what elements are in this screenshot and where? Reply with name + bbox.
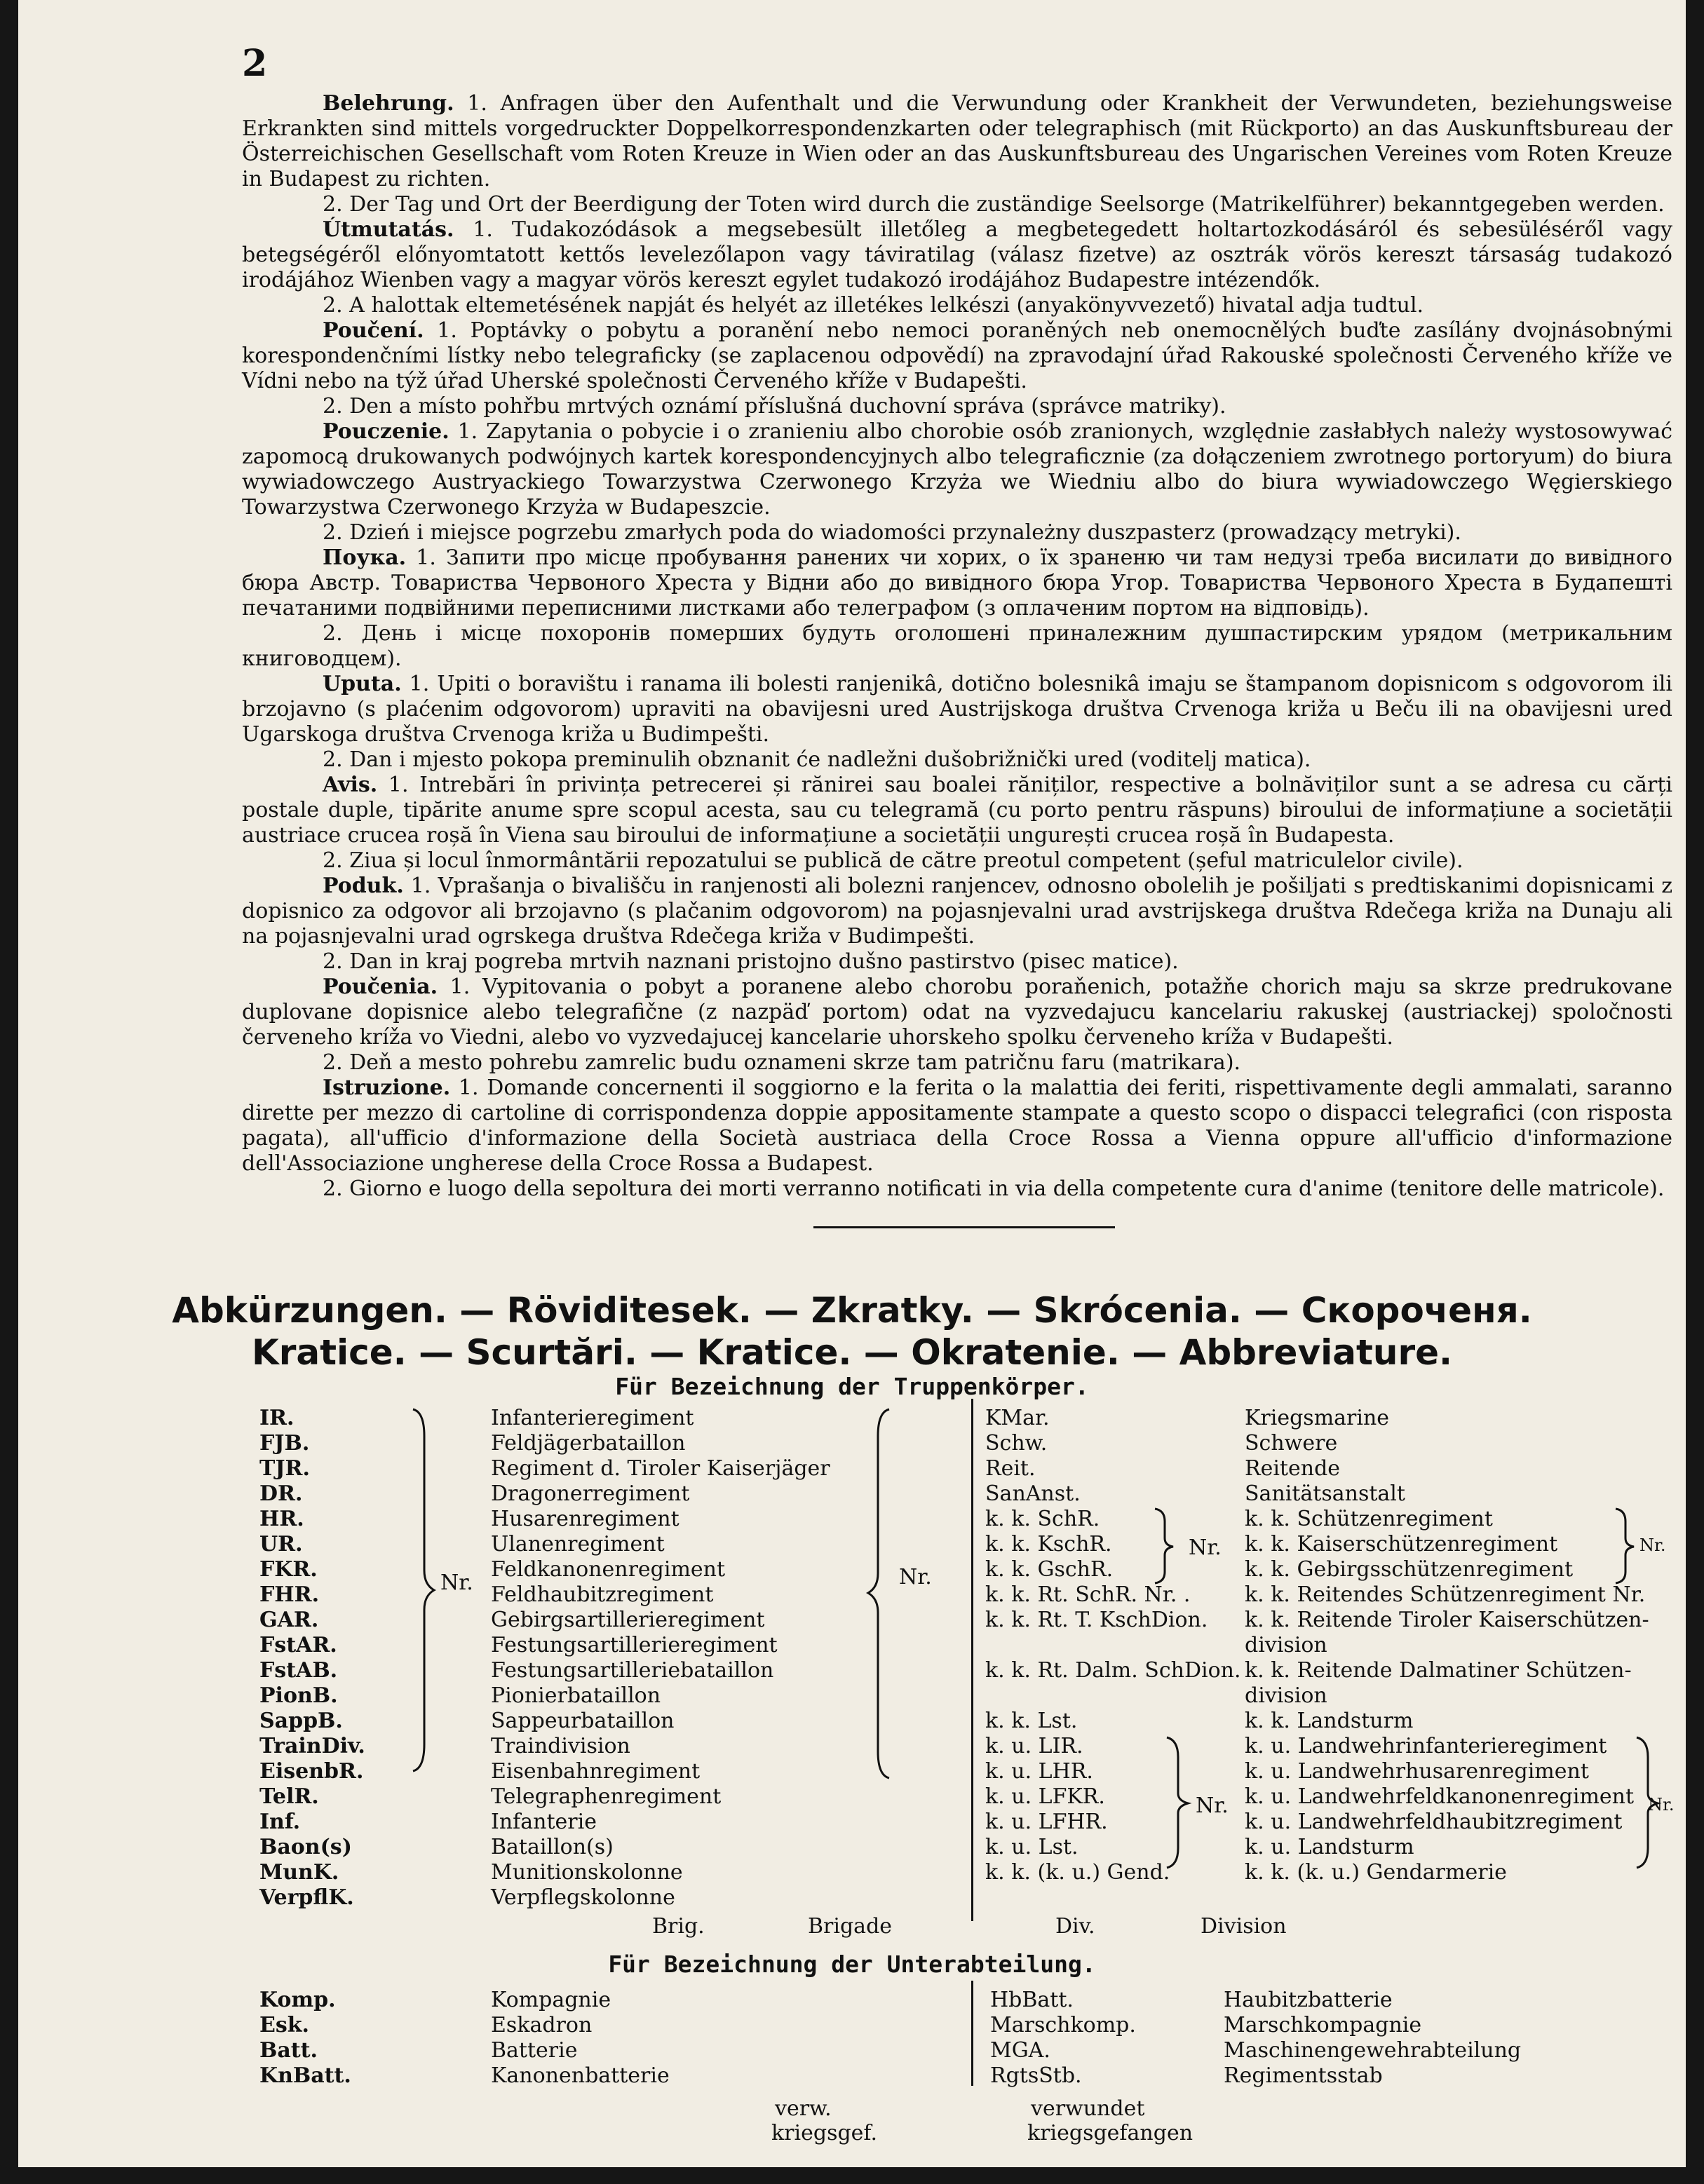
instruction-text: 1. Tudakozódások a megsebesült illetőleg a megbetegedett holtartozkodásáról és sebesüléséről vagy betegségéről előnyomtatott kettős levelezőlapon vagy táviratilag (válasz fizetve) az osztrák vörös kereszt társaság tudakozó irodájához Wienben vagy a magyar vörös kereszt egylet tudakozó irodájához Budapestre intézendők. bbox=[242, 217, 1672, 292]
landwehr-brace bbox=[1164, 1736, 1192, 1869]
abbreviation: HbBatt. bbox=[990, 1988, 1074, 2012]
abbreviation-meaning: k. u. Landwehrinfanterieregiment bbox=[1245, 1734, 1607, 1758]
abbreviation-meaning: Regiment d. Tiroler Kaiserjäger bbox=[491, 1456, 830, 1481]
abbreviation: FstAR. bbox=[259, 1633, 337, 1657]
nr-label-middle: Nr. bbox=[899, 1565, 932, 1589]
abbreviation: SanAnst. bbox=[985, 1481, 1081, 1506]
abbreviation-meaning: Verpflegskolonne bbox=[491, 1885, 675, 1910]
abbreviation-meaning: Festungsartilleriebataillon bbox=[491, 1658, 774, 1683]
nr-label-schuetzen: Nr. bbox=[1189, 1535, 1222, 1560]
column-divider bbox=[971, 1399, 973, 1921]
instruction-text: 2. День і місце похоронів померших будуть оголошені приналежним душпастирским урядом (метрикальним книговодцем). bbox=[242, 621, 1672, 671]
abbreviation-meaning: Telegraphenregiment bbox=[491, 1784, 722, 1809]
subunit-left-abbreviations bbox=[259, 1988, 351, 2089]
abbreviation-meaning: k. k. Kaiserschützenregiment bbox=[1245, 1532, 1558, 1556]
verw-full: verwundet bbox=[1031, 2096, 1145, 2121]
abbreviation: MGA. bbox=[990, 2038, 1050, 2063]
instruction-paragraph bbox=[242, 621, 1672, 672]
instruction-text: 1. Запити про місце пробування ранених чи хорих, о їх зраненю чи там недузі треба висилати до вивідного бюра Австр. Товариства Червоного Хреста у Відни або до вивідного бюра Угор. Товариства Червоного Хреста в Будапешті печатаними подвійними переписними листками або телеграфом (з оплаченим портом на відповідь). bbox=[242, 545, 1672, 620]
kgef-abbr: kriegsgef. bbox=[771, 2121, 877, 2145]
abbreviation: k. u. LHR. bbox=[985, 1759, 1093, 1784]
abbreviation: k. k. GschR. bbox=[985, 1557, 1114, 1582]
instruction-paragraph bbox=[242, 1176, 1672, 1202]
abbreviation: HR. bbox=[259, 1507, 304, 1531]
nr-label-schuetzen-right: Nr. bbox=[1639, 1535, 1666, 1555]
abbreviation: EisenbR. bbox=[259, 1759, 364, 1784]
abbreviation-meaning: Sanitätsanstalt bbox=[1245, 1481, 1405, 1506]
abbreviation: KMar. bbox=[985, 1406, 1050, 1430]
abbreviation-meaning: k. u. Landwehrhusarenregiment bbox=[1245, 1759, 1589, 1784]
troops-subheading: Für Bezeichnung der Truppenkörper. bbox=[615, 1373, 1089, 1400]
abbreviation-meaning: division bbox=[1245, 1683, 1327, 1708]
abbreviation-meaning: Kompagnie bbox=[491, 1988, 611, 2012]
brig-full: Brigade bbox=[808, 1914, 893, 1939]
instruction-paragraph bbox=[242, 192, 1672, 217]
instruction-lead: Poučenia. bbox=[323, 975, 438, 999]
abbreviation-meaning: Eisenbahnregiment bbox=[491, 1759, 701, 1784]
subunit-divider bbox=[971, 1981, 973, 2086]
abbreviation-meaning: Gebirgsartillerieregiment bbox=[491, 1608, 765, 1632]
instruction-paragraph bbox=[242, 520, 1672, 545]
instruction-paragraph bbox=[242, 91, 1672, 192]
abbreviation-meaning: Dragonerregiment bbox=[491, 1481, 690, 1506]
abbreviation-meaning: Kriegsmarine bbox=[1245, 1406, 1390, 1430]
abbreviation: Esk. bbox=[259, 2013, 309, 2037]
abbreviation: TJR. bbox=[259, 1456, 310, 1481]
left-abbreviation-column bbox=[259, 1406, 365, 1911]
abbreviation-meaning: Munitionskolonne bbox=[491, 1860, 683, 1885]
scan-edge-right bbox=[1686, 0, 1704, 2184]
instruction-paragraph bbox=[242, 1076, 1672, 1176]
abbreviation: KnBatt. bbox=[259, 2063, 351, 2088]
instruction-paragraph bbox=[242, 394, 1672, 419]
subunit-subheading: Für Bezeichnung der Unterabteilung. bbox=[608, 1951, 1096, 1978]
instruction-paragraph bbox=[242, 545, 1672, 621]
right-meaning-column bbox=[1245, 1406, 1649, 1885]
abbreviation-meaning: Infanterieregiment bbox=[491, 1406, 694, 1430]
instruction-text: 2. Der Tag und Ort der Beerdigung der Toten wird durch die zuständige Seelsorge (Matrikelführer) bekanntgegeben werden. bbox=[323, 192, 1665, 217]
instruction-text: 2. Deň a mesto pohrebu zamrelic budu oznameni skrze tam patričnu faru (matrikara). bbox=[323, 1050, 1241, 1075]
abbreviation: k. u. LFHR. bbox=[985, 1810, 1108, 1834]
abbreviation-meaning: division bbox=[1245, 1633, 1327, 1657]
abbreviation: Baon(s) bbox=[259, 1835, 352, 1859]
instruction-text: 2. Den a místo pohřbu mrtvých oznámí příslušná duchovní správa (správce matriky). bbox=[323, 394, 1226, 419]
abbreviation-meaning: Marschkompagnie bbox=[1224, 2013, 1422, 2037]
abbreviation-meaning: Maschinengewehrabteilung bbox=[1224, 2038, 1522, 2063]
instruction-lead: Belehrung. bbox=[323, 91, 454, 116]
instruction-paragraph bbox=[242, 848, 1672, 874]
instruction-paragraph bbox=[242, 747, 1672, 773]
abbreviation-meaning: Kanonenbatterie bbox=[491, 2063, 670, 2088]
abbreviation: Batt. bbox=[259, 2038, 318, 2063]
abbreviation: FJB. bbox=[259, 1431, 310, 1456]
abbreviation: FKR. bbox=[259, 1557, 318, 1582]
abbreviation: TrainDiv. bbox=[259, 1734, 365, 1758]
abbreviation: Inf. bbox=[259, 1810, 301, 1834]
instruction-text: 2. Dzień i miejsce pogrzebu zmarłych poda do wiadomości przynależny duszpasterz (prowadzący metryki). bbox=[323, 520, 1461, 545]
scan-edge-bottom bbox=[0, 2167, 1704, 2184]
nr-label-left: Nr. bbox=[440, 1571, 473, 1595]
subunit-right-abbreviations bbox=[990, 1988, 1136, 2089]
abbreviation-meaning: Feldjägerbataillon bbox=[491, 1431, 686, 1456]
instruction-paragraph bbox=[242, 949, 1672, 975]
abbreviation: FstAB. bbox=[259, 1658, 338, 1683]
schuetzen-brace bbox=[1152, 1507, 1180, 1585]
instruction-text: 2. A halottak eltemetésének napját és helyét az illetékes lelkészi (anyakönyvvezető) hivatal adja tudtul. bbox=[323, 293, 1424, 318]
abbreviation-meaning: k. k. Landsturm bbox=[1245, 1709, 1414, 1733]
abbreviation: GAR. bbox=[259, 1608, 319, 1632]
abbreviation: k. u. Lst. bbox=[985, 1835, 1078, 1859]
schuetzen-brace-right bbox=[1613, 1507, 1641, 1585]
abbreviation: Komp. bbox=[259, 1988, 336, 2012]
abbreviation-meaning: Bataillon(s) bbox=[491, 1835, 614, 1859]
abbreviation-meaning: k. u. Landsturm bbox=[1245, 1835, 1414, 1859]
multilingual-instructions bbox=[242, 91, 1672, 1202]
abbreviation-meaning: k. k. Gebirgsschützenregiment bbox=[1245, 1557, 1574, 1582]
scan-edge-left bbox=[0, 0, 18, 2184]
instruction-paragraph bbox=[242, 874, 1672, 949]
section-divider bbox=[813, 1226, 1115, 1228]
abbreviation-meaning: Traindivision bbox=[491, 1734, 630, 1758]
abbreviation-meaning: Infanterie bbox=[491, 1810, 597, 1834]
instruction-text: 1. Domande concernenti il soggiorno e la ferita o la malattia dei feriti, rispettivamente degli ammalati, saranno dirette per mezzo di cartoline di corrispondenza doppie appositamente stampate a questo scopo o dispacci telegrafici (con risposta pagata), all'ufficio d'informazione della Società austriaca della Croce Rossa a Vienna oppure all'ufficio d'informazione dell'Associazione ungherese della Croce Rossa a Budapest. bbox=[242, 1076, 1672, 1176]
instruction-lead: Útmutatás. bbox=[323, 217, 454, 242]
abbreviation-meaning: Festungsartillerieregiment bbox=[491, 1633, 778, 1657]
abbreviation bbox=[985, 1683, 1241, 1709]
instruction-paragraph bbox=[242, 1050, 1672, 1076]
kgef-full: kriegsgefangen bbox=[1027, 2121, 1194, 2145]
instruction-text: 2. Giorno e luogo della sepoltura dei morti verranno notificati in via della competente cura d'anime (tenitore delle matricole). bbox=[323, 1176, 1665, 1201]
abbreviation-meaning: k. k. Reitendes Schützenregiment Nr. bbox=[1245, 1582, 1646, 1607]
instruction-lead: Pouczenie. bbox=[323, 419, 449, 444]
instruction-paragraph bbox=[242, 419, 1672, 520]
abbreviation: FHR. bbox=[259, 1582, 320, 1607]
instruction-paragraph bbox=[242, 773, 1672, 848]
abbreviation: Marschkomp. bbox=[990, 2013, 1136, 2037]
instruction-lead: Uputa. bbox=[323, 672, 402, 696]
abbreviation-meaning: k. k. (k. u.) Gendarmerie bbox=[1245, 1860, 1507, 1885]
abbreviation: MunK. bbox=[259, 1860, 339, 1885]
abbreviation-meaning: Feldhaubitzregiment bbox=[491, 1582, 714, 1607]
instruction-lead: Poduk. bbox=[323, 874, 404, 898]
abbreviation-meaning: Feldkanonenregiment bbox=[491, 1557, 726, 1582]
instruction-text: 2. Dan i mjesto pokopa preminulih obznanit će nadležni dušobrižnički ured (voditelj matica). bbox=[323, 747, 1311, 772]
abbreviation: DR. bbox=[259, 1481, 303, 1506]
abbreviation-meaning: Eskadron bbox=[491, 2013, 593, 2037]
abbreviations-heading-line-1: Abkürzungen. — Röviditesek. — Zkratky. — Skrócenia. — Скороченя. bbox=[172, 1290, 1532, 1331]
nr-label-landwehr-right: Nr. bbox=[1648, 1795, 1675, 1815]
abbreviation-meaning: Regimentsstab bbox=[1224, 2063, 1383, 2088]
subunit-right-meanings bbox=[1224, 1988, 1521, 2089]
instruction-text: 1. Intrebări în privința petrecerei și rănirei sau boalei răniților, respective a bolnăviților sunt a se adresa cu cărți postale duple, tipărite anume spre scopul acesta, sau cu telegramă (cu porto pentru răspuns) biroului de informațiune a societății austriace crucea roșă în Viena sau biroului de informațiune a societății ungurești crucea roșă în Budapesta. bbox=[242, 773, 1672, 848]
instruction-text: 1. Vypitovania o pobyt a poranene alebo chorobu poraňenich, potažňe chorich maju sa skrze predrukovane duplovane dopisnice alebo telegrafične (z nazpäď portom) odat na vyzvedajucu kancelariu rakuskej (austriackej) spoločnosti červeneho kríža vo Viedni, alebo vo vyzvedajucej kancelarie uhorskeho spolku červeneho kríža v Budapešti. bbox=[242, 975, 1672, 1050]
abbreviation-meaning: Reitende bbox=[1245, 1456, 1341, 1481]
abbreviation-meaning: Schwere bbox=[1245, 1431, 1338, 1456]
abbreviation-meaning: Pionierbataillon bbox=[491, 1683, 661, 1708]
left-brace bbox=[410, 1408, 438, 1772]
abbreviations-heading-line-2: Kratice. — Scurtări. — Kratice. — Okratenie. — Abbreviature. bbox=[251, 1332, 1453, 1373]
page-number: 2 bbox=[242, 42, 268, 85]
abbreviation: k. k. KschR. bbox=[985, 1532, 1112, 1556]
abbreviation: Reit. bbox=[985, 1456, 1036, 1481]
abbreviation: Schw. bbox=[985, 1431, 1048, 1456]
abbreviation-meaning: k. k. Reitende Tiroler Kaiserschützen- bbox=[1245, 1608, 1649, 1632]
instruction-text: 2. Dan in kraj pogreba mrtvih naznani pristojno dušno pastirstvo (pisec matice). bbox=[323, 949, 1179, 974]
abbreviation-meaning: Sappeurbataillon bbox=[491, 1709, 675, 1733]
abbreviation: IR. bbox=[259, 1406, 295, 1430]
abbreviation: k. k. (k. u.) Gend. bbox=[985, 1860, 1170, 1885]
abbreviation-meaning: Batterie bbox=[491, 2038, 578, 2063]
abbreviation-meaning: k. k. Reitende Dalmatiner Schützen- bbox=[1245, 1658, 1632, 1683]
instruction-paragraph bbox=[242, 318, 1672, 394]
abbreviation: SappB. bbox=[259, 1709, 343, 1733]
abbreviation-meaning: Haubitzbatterie bbox=[1224, 1988, 1393, 2012]
abbreviation-meaning: k. u. Landwehrfeldkanonenregiment bbox=[1245, 1784, 1635, 1809]
abbreviation: PionB. bbox=[259, 1683, 338, 1708]
abbreviation: UR. bbox=[259, 1532, 303, 1556]
instruction-paragraph bbox=[242, 975, 1672, 1050]
instruction-text: 1. Anfragen über den Aufenthalt und die Verwundung oder Krankheit der Verwundeten, beziehungsweise Erkrankten sind mittels vorgedruckter Doppelkorrespondenzkarten oder telegraphisch (mit Rückporto) an das Auskunftsbureau der Österreichischen Gesellschaft vom Roten Kreuze in Wien oder an das Auskunftsbureau des Ungarischen Vereines vom Roten Kreuze in Budapest zu richten. bbox=[242, 91, 1672, 191]
abbreviation: k. k. Rt. SchR. Nr. . bbox=[985, 1582, 1191, 1607]
abbreviation: k. k. Rt. Dalm. SchDion. bbox=[985, 1658, 1241, 1683]
abbreviation: k. k. Lst. bbox=[985, 1709, 1078, 1733]
abbreviation: k. k. SchR. bbox=[985, 1507, 1100, 1531]
nr-label-landwehr: Nr. bbox=[1196, 1793, 1229, 1818]
instruction-paragraph bbox=[242, 293, 1672, 318]
instruction-paragraph bbox=[242, 217, 1672, 293]
verw-abbr: verw. bbox=[775, 2096, 832, 2121]
abbreviation: k. u. LFKR. bbox=[985, 1784, 1105, 1809]
subunit-left-meanings bbox=[491, 1988, 670, 2089]
instruction-text: 1. Zapytania o pobycie i o zranieniu albo chorobie osób zranionych, względnie zasłabłych należy wystosowywać zapomocą drukowanych podwójnych kartek korespondencyjnych albo telegraficznie (za dołączeniem zwrotnego portoryum) do biura wywiadowczego Austryackiego Towarzystwa Czerwonego Krzyża we Wiedniu albo do biura wywiadowczego Węgierskiego Towarzystwa Czerwonego Krzyża w Budapeszcie. bbox=[242, 419, 1672, 520]
instruction-lead: Поука. bbox=[323, 545, 407, 570]
instruction-text: 1. Poptávky o pobytu a poranění nebo nemoci poraněných neb onemocnělých buďte zasílány dvojnásobnými korespondenčními lístky nebo telegraficky (se zaplacenou odpovědí) na zpravodajní úřad Rakouské společnosti Červeného kříže ve Vídni nebo na týž úřad Uherské společnosti Červeného kříže v Budapešti. bbox=[242, 318, 1672, 393]
instruction-lead: Istruzione. bbox=[323, 1076, 451, 1100]
abbreviation: VerpflK. bbox=[259, 1885, 354, 1910]
abbreviation-meaning: k. k. Schützenregiment bbox=[1245, 1507, 1493, 1531]
instruction-lead: Poučení. bbox=[323, 318, 424, 343]
abbreviation bbox=[985, 1633, 1241, 1658]
instruction-paragraph bbox=[242, 672, 1672, 747]
instruction-text: 1. Vprašanja o bivališču in ranjenosti ali bolezni ranjencev, odnosno obolelih je pošiljati s predtiskanimi dopisnicami z dopisnico za odgovor ali brzojavno (s plačanim odgovorom) na pojasnjevalni urad avstrijskega društva Rdečega križa na Dunaju ali na pojasnjevalni urad ogrskega društva Rdečega križa v Budimpešti. bbox=[242, 874, 1672, 949]
middle-brace bbox=[864, 1408, 892, 1779]
instruction-lead: Avis. bbox=[323, 773, 378, 797]
brig-abbr: Brig. bbox=[652, 1914, 705, 1939]
abbreviation: k. k. Rt. T. KschDion. bbox=[985, 1608, 1208, 1632]
abbreviation-meaning: k. u. Landwehrfeldhaubitzregiment bbox=[1245, 1810, 1623, 1834]
abbreviation: TelR. bbox=[259, 1784, 319, 1809]
abbreviation-meaning: Ulanenregiment bbox=[491, 1532, 665, 1556]
left-meaning-column bbox=[491, 1406, 830, 1911]
div-abbr: Div. bbox=[1055, 1914, 1095, 1939]
instruction-text: 1. Upiti o boravištu i ranama ili bolesti ranjenikâ, dotično bolesnikâ imaju se štampanom dopisnicom s odgovorom ili brzojavno (s plaćenim odgovorom) upraviti na obavijesni ured Austrijskoga društva Crvenoga križa u Beču ili na obavijesni ured Ugarskoga društva Crvenoga križa u Budimpešti. bbox=[242, 672, 1672, 747]
abbreviation: k. u. LIR. bbox=[985, 1734, 1083, 1758]
div-full: Division bbox=[1201, 1914, 1287, 1939]
abbreviation-meaning: Husarenregiment bbox=[491, 1507, 679, 1531]
instruction-text: 2. Ziua și locul înmormântării repozatului se publică de către preotul competent (șeful matriculelor civile). bbox=[323, 848, 1463, 873]
abbreviation: RgtsStb. bbox=[990, 2063, 1082, 2088]
